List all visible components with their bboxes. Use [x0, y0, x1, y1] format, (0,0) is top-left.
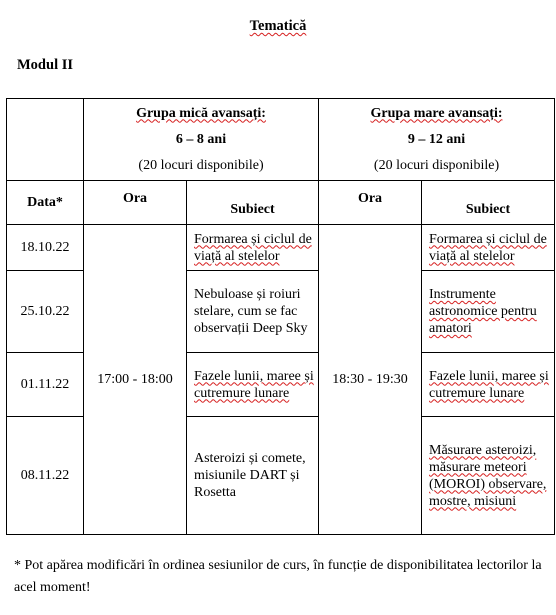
row-date: 01.11.22	[7, 353, 84, 417]
empty-corner-cell	[7, 99, 84, 181]
group-large-seats: (20 locuri disponibile)	[373, 157, 500, 173]
group-header-row	[7, 99, 555, 181]
group-small-ages: 6 – 8 ani	[175, 131, 227, 147]
header-subject-large: Subiect	[422, 181, 555, 225]
module-heading: Modul II	[17, 57, 74, 73]
subject-small: Asteroizi și comete, misiunile DART și Rosetta	[187, 417, 319, 535]
table-row	[7, 225, 555, 271]
header-date: Data*	[7, 181, 84, 225]
subject-small: Nebuloase și roiuri stelare, cum se fac observații Deep Sky	[187, 271, 319, 353]
hour-large-cell: 18:30 - 19:30	[319, 225, 422, 535]
schedule-table	[6, 98, 555, 535]
group-small-name: Grupa mică avansați:	[136, 105, 266, 121]
footnote: * Pot apărea modificări în ordinea sesiunilor de curs, în funcție de disponibilitatea lectorilor la acel moment!	[14, 558, 542, 595]
group-large-name: Grupa mare avansați:	[370, 105, 503, 121]
header-hour-small: Ora	[84, 181, 187, 225]
group-large-cell	[319, 99, 555, 181]
subject-large: Formarea și ciclul de viață al stelelor	[422, 225, 555, 271]
page-title	[0, 18, 556, 35]
row-date: 25.10.22	[7, 271, 84, 353]
group-large-ages: 9 – 12 ani	[407, 131, 466, 147]
subject-large: Măsurare asteroizi, măsurare meteori (MOROI) observare, mostre, misiuni	[422, 417, 555, 535]
subject-large: Fazele lunii, maree și cutremure lunare	[422, 353, 555, 417]
column-header-row	[7, 181, 555, 225]
group-small-cell	[84, 99, 319, 181]
hour-small-cell: 17:00 - 18:00	[84, 225, 187, 535]
header-subject-small: Subiect	[187, 181, 319, 225]
group-small-seats: (20 locuri disponibile)	[138, 157, 264, 173]
title-text: Tematică	[249, 18, 307, 34]
row-date: 08.11.22	[7, 417, 84, 535]
row-date: 18.10.22	[7, 225, 84, 271]
header-hour-large: Ora	[319, 181, 422, 225]
subject-large: Instrumente astronomice pentru amatori	[422, 271, 555, 353]
subject-small: Fazele lunii, maree și cutremure lunare	[187, 353, 319, 417]
subject-small: Formarea și ciclul de viață al stelelor	[187, 225, 319, 271]
